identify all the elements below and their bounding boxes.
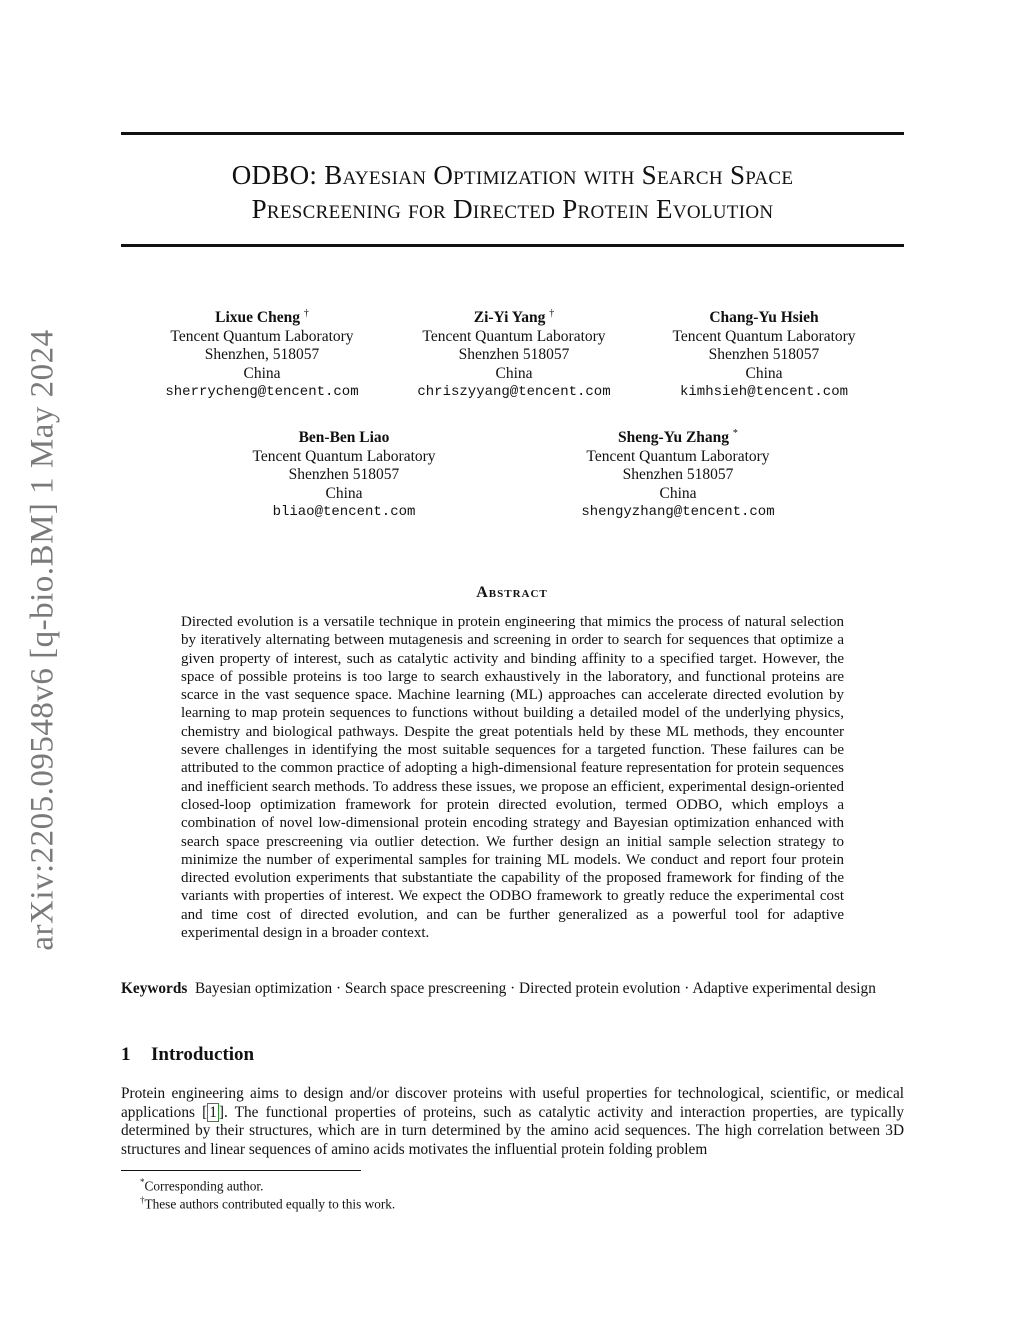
- arxiv-identifier: arXiv:2205.09548v6 [q-bio.BM] 1 May 2024: [24, 329, 61, 951]
- author-email: kimhsieh@tencent.com: [679, 384, 849, 401]
- abstract-text: Directed evolution is a versatile technique in protein engineering that mimics the process of natural selection by iteratively alternating between mutagenesis and screening in order to search for sequences that optimize a given property of interest, such as catalytic activity and binding affinity to a specified target. However, the space of possible proteins is too large to search exhaustively in the laboratory, and functional proteins are scarce in the vast sequence space. Machine learning (ML) approaches can accelerate directed evolution by learning to map protein sequences to functions without building a detailed model of the underlying physics, chemistry and biological pathways. Despite the great potentials held by these ML methods, they encounter severe challenges in identifying the most suitable sequences for a targeted function. These failures can be attributed to the common practice of adopting a high-dimensional feature representation for protein sequences and inefficient search methods. To address these issues, we propose an efficient, experimental design-oriented closed-loop optimization framework for protein directed evolution, termed ODBO, which employs a combination of novel low-dimensional protein encoding strategy and Bayesian optimization enhanced with search space prescreening via outlier detection. We further design an initial sample selection strategy to minimize the number of experimental samples for training ML models. We conduct and report four protein directed evolution experiments that substantiate the capability of the proposed framework for finding of the variants with properties of interest. We expect the ODBO framework to greatly reduce the experimental cost and time cost of directed evolution, and can be further generalized as a powerful tool for adaptive experimental design in a broader context.: [181, 614, 844, 942]
- author-block: [581, 425, 774, 522]
- footnote-rule: [121, 1170, 361, 1171]
- author-mark: †: [549, 308, 555, 319]
- author-country: China: [243, 364, 281, 382]
- introduction-paragraph: [121, 1085, 904, 1159]
- citation-link[interactable]: 1: [209, 1103, 217, 1121]
- title-line-2: Prescreening for Directed Protein Evolution: [251, 194, 774, 224]
- author-affiliation: Tencent Quantum Laboratory: [252, 447, 436, 465]
- author-affiliation: Tencent Quantum Laboratory: [586, 447, 770, 465]
- author-email: chriszyyang@tencent.com: [417, 384, 611, 401]
- intro-text-end: ]. The functional properties of proteins, such as catalytic activity and interaction properties, are typically determined by their structures, which are in turn determined by the amino acid sequences. The high correlation between 3D structures and linear sequences of amino acids motivates the influential protein folding problem: [121, 1103, 904, 1158]
- footnote-mark: *: [140, 1177, 145, 1187]
- section-title: Introduction: [151, 1044, 255, 1065]
- author-name: Sheng-Yu Zhang: [618, 429, 730, 447]
- paper-title: [121, 158, 904, 226]
- title-top-rule: [121, 132, 904, 135]
- author-affiliation: Tencent Quantum Laboratory: [170, 327, 354, 345]
- footnote-mark: †: [140, 1195, 145, 1205]
- section-number: 1: [121, 1044, 131, 1065]
- author-country: China: [325, 484, 363, 502]
- title-line-1: ODBO: Bayesian Optimization with Search Space: [231, 160, 794, 190]
- author-city: Shenzhen 518057: [708, 346, 820, 364]
- author-name: Chang-Yu Hsieh: [709, 309, 819, 327]
- author-city: Shenzhen 518057: [622, 466, 734, 484]
- keywords-label: Keywords: [121, 980, 188, 997]
- author-name: Zi-Yi Yang: [473, 309, 546, 327]
- footnote: [140, 1192, 395, 1212]
- author-mark: *: [732, 428, 738, 439]
- title-bottom-rule: [121, 244, 904, 247]
- author-mark: †: [303, 308, 309, 319]
- author-name: Lixue Cheng: [215, 309, 300, 327]
- author-affiliation: Tencent Quantum Laboratory: [422, 327, 606, 345]
- author-email: shengyzhang@tencent.com: [581, 504, 775, 521]
- author-city: Shenzhen 518057: [288, 466, 400, 484]
- author-city: Shenzhen 518057: [458, 346, 570, 364]
- keywords: [121, 980, 904, 999]
- intro-text-start: Protein engineering aims to design and/or discover proteins with useful properties for technological, scientific, or medical applications [: [121, 1085, 904, 1121]
- author-country: China: [495, 364, 533, 382]
- author-country: China: [745, 364, 783, 382]
- author-affiliation: Tencent Quantum Laboratory: [672, 327, 856, 345]
- author-email: bliao@tencent.com: [272, 504, 416, 521]
- author-city: Shenzhen, 518057: [204, 346, 320, 364]
- author-block: [252, 425, 435, 522]
- author-email: sherrycheng@tencent.com: [165, 384, 359, 401]
- author-country: China: [659, 484, 697, 502]
- author-block: [165, 305, 358, 402]
- author-block: [417, 305, 610, 402]
- footnote-text: Corresponding author.: [144, 1178, 264, 1194]
- footnote-text: These authors contributed equally to this work.: [144, 1196, 396, 1212]
- abstract-heading: Abstract: [476, 584, 548, 601]
- section-heading: [121, 1044, 254, 1066]
- author-name: Ben-Ben Liao: [298, 429, 390, 447]
- author-block: [672, 305, 855, 402]
- keywords-text: Bayesian optimization · Search space prescreening · Directed protein evolution · Adaptive experimental design: [194, 980, 876, 997]
